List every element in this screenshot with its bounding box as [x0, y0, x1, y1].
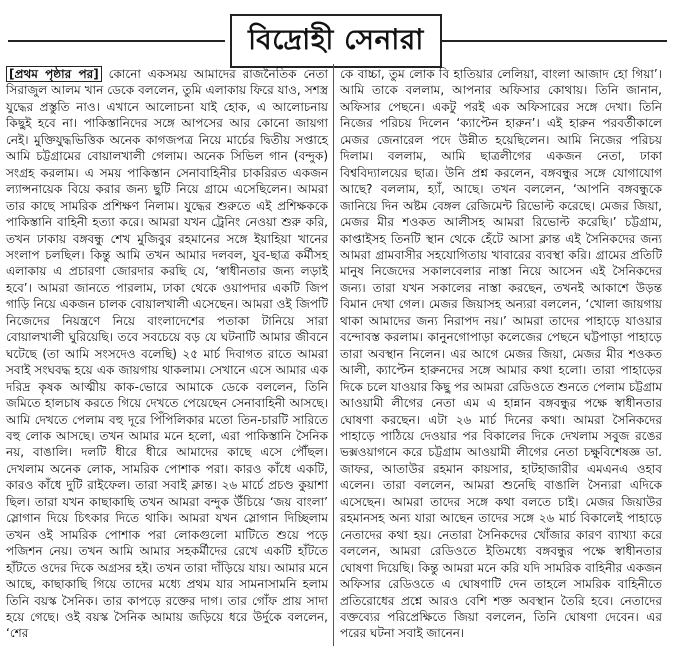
right-column-text: কে বাচ্চা, তুম লোক বি হাতিয়ার লেলিয়া, বাংলা আজাদ হো গিয়া’। আমি তাকে বললাম, আপনার অফিসার কোথায়। তিনি জানান, অফিসার পেছনে। একটু পরই এক অফিসারের সঙ্গে দেখা। তিনি নিজের পরিচয় দিলেন ‘ক্যাপ্টেন হারুন’। এই হারুন পরবর্তীকালে মেজর জেনারেল পদে উন্নীত হয়েছিলেন। আমি নিজের পরিচয় দিলাম। বললাম, আমি ছাত্রলীগের একজন নেতা, ঢাকা বিশ্ববিদ্যালয়ের ছাত্র। উনি প্রশ্ন করলেন, বঙ্গবন্ধুর সঙ্গে যোগাযোগ আছে? বললাম, হ্যাঁ, আছে। তখন বললেন, ‘আপনি বঙ্গবন্ধুকে জানিয়ে দিন অষ্টম বেঙ্গল রেজিমেন্ট রিভোল্ট করেছে। মেজর জিয়া, মেজর মীর শওকত আলীসহ আমরা রিভোল্ট করেছি।’ চট্টগ্রাম, কাপ্তাইসহ তিনটি স্থান থেকে হেঁটে আসা ক্লান্ত এই সৈনিকদের জন্য আমরা গ্রামবাসীর সহযোগিতায় খাবারের ব্যবস্থা করি। গ্রামের প্রতিটি মানুষ নিজেদের সকালবেলার নাস্তা নিয়ে আসেন এই সৈনিকদের জন্য। তারা যখন সকালের নাস্তা করছেন, তখনই আকাশে উড়ন্ত বিমান দেখা গেল। মেজর জিয়াসহ অন্যরা বললেন, ‘খোলা জায়গায় থাকা আমাদের জন্য নিরাপদ নয়।’ আমরা তাদের পাহাড়ে যাওয়ার বন্দোবস্ত করলাম। কানুনগোপাড়া কলেজের পেছনে ঘট্টপাড়া পাহাড়ে তারা অবস্থান নিলেন। এর আগে মেজর জিয়া, মেজর মীর শওকত আলী, ক্যাপ্টেন হারুনদের সঙ্গে আমার কথা হলো। তারা পাহাড়ের দিকে চলে যাওয়ার কিছু পর আমরা রেডিওতে শুনতে পেলাম চট্টগ্রাম আওয়ামী লীগের নেতা এম এ হান্নান বঙ্গবন্ধুর পক্ষে স্বাধীনতার ঘোষণা করছেন। এটা ২৬ মার্চ দিনের কথা। আমরা সৈনিকদের পাহাড়ে পাঠিয়ে দেওয়ার পর বিকালের দিকে দেখলাম সবুজ রঙের ভক্সওয়াগনে করে চট্টগ্রাম আওয়ামী লীগের নেতা চক্ষুবিশেষজ্ঞ ডা. জাফর, আতাউর রহমান কায়সার, হাটহাজারীর এমএনএ ওহাব এলেন। তারা বললেন, আমরা শুনেছি বাঙালি সৈন্যরা এদিকে এসেছেন। আমরা তাদের সঙ্গে কথা বলতে চাই। মেজর জিয়াউর রহমানসহ অন্য যারা আছেন তাদের সঙ্গে ২৬ মার্চ বিকালেই পাহাড়ে নেতাদের কথা হয়। নেতারা সৈনিকদের খোঁজার কারণ ব্যাখ্যা করে বললেন, আমরা রেডিওতে ইতিমধ্যে বঙ্গবন্ধুর পক্ষে স্বাধীনতার ঘোষণা দিয়েছি। কিন্তু আমরা মনে করি যদি সামরিক বাহিনীর একজন অফিসার রেডিওতে এ ঘোষণাটি দেন তাহলে সামরিক বাহিনীতে প্রতিরোধের প্রশ্নে আরও বেশি শক্ত অবস্থান তৈরি হবে। নেতাদের বক্তব্যের পরিপ্রেক্ষিতে জিয়া বললেন, তিনি ঘোষণা দেবেন। এর পরের ঘটনা সবাই জানেন। [340, 67, 662, 641]
column-divider [333, 64, 334, 646]
left-column-text: কোনো একসময় আমাদের রাজনৈতিক নেতা সিরাজুল আলম খান ডেকে বললেন, তুমি এলাকায় ফিরে যাও, সশস্ত্র যুদ্ধের প্রস্তুতি নাও। এখানে আলোচনা যাই হোক, এ আলোচনায় কিছুই হবে না। পাকিস্তানিদের সঙ্গে আপসের আর কোনো জায়গা নেই। মুক্তিযুদ্ধভিত্তিক অনেক কাগজপত্র নিয়ে মার্চের দ্বিতীয় সপ্তাহে আমি চট্টগ্রামের বোয়ালখালী গেলাম। অনেক সিভিল গান (বন্দুক) সংগ্রহ করলাম। এ সময় পাকিস্তান সেনাবাহিনীর চাকরিরত একজন ল্যান্সনায়েক বিয়ে করার জন্য ছুটি নিয়ে গ্রামে এসেছিলেন। আমরা তার কাছে সামরিক প্রশিক্ষণ নিলাম। যুদ্ধের শুরুতে এই প্রশিক্ষককে পাকিস্তানি বাহিনী হত্যা করে। আমরা যখন ট্রেনিং নেওয়া শুরু করি, তখন ঢাকায় বঙ্গবন্ধু শেখ মুজিবুর রহমানের সঙ্গে ইয়াহিয়া খানের সংলাপ চলছিল। কিন্তু আমি তখন আমার দলবল, যুব-ছাত্র কর্মীসহ এলাকায় এ প্রচারণা জোরদার করছি যে, ‘স্বাধীনতার জন্য লড়াই হবে’। আমরা জানতে পারলাম, ঢাকা থেকে ওয়াপদার একটি জিপ গাড়ি নিয়ে একজন চালক বোয়ালখালী এসেছেন। আমরা ওই জিপটি নিজেদের নিয়ন্ত্রণে নিয়ে বাংলাদেশের পতাকা টানিয়ে সারা বোয়ালখালী ঘুরিয়েছি। তবে সবচেয়ে বড় যে ঘটনাটি আমার জীবনে ঘটেছে (তা আমি সংসদেও বলেছি) ২৫ মার্চ দিবাগত রাতে আমরা সবাই সংঘবদ্ধ হয়ে এক জায়গায় থাকলাম। সেখানে এসে আমার এক দরিদ্র কৃষক আত্মীয় কাক-ভোরে আমাকে ডেকে বললেন, তিনি জমিতে হালচাষ করতে গিয়ে দেখতে পেয়েছেন সেনাবাহিনী আসছে। আমি দেখতে পেলাম বহু দূরে পিঁপিলিকার মতো তিন-চারটি সারিতে বহু লোক আসছে। তখন আমার মনে হলো, এরা পাকিস্তানি সৈনিক নয়, বাঙালি। দলটি ধীরে ধীরে আমাদের কাছে এসে পৌঁছল। দেখলাম অনেক লোক, সামরিক পোশাক পরা। কারও কাঁধে একটি, কারও কাঁধে দুটি রাইফেল। তারা সবাই ক্লান্ত। ২৬ মার্চে প্রচণ্ড কুয়াশা ছিল। তারা যখন কাছাকাছি তখন আমরা বন্দুক উঁচিয়ে ‘জয় বাংলা’ স্লোগান দিয়ে চিৎকার দিতে থাকি। আমরা যখন স্লোগান দিচ্ছিলাম তখন ওই সামরিক পোশাক পরা লোকগুলো মাটিতে শুয়ে পড়ে পজিশন নেয়। তখন আমি আমার সহকর্মীদের রেখে একটি হাঁটতে হাঁটতে ওদের দিকে অগ্রসর হই। তখন তারা দাঁড়িয়ে যায়। আমার মনে আছে, কাছাকাছি গিয়ে তাদের মধ্যে প্রথম যার সামনাসামনি হলাম তিনি বয়স্ক সৈনিক। তার কাপড়ে রক্তের দাগ। তার গোঁফ প্রায় সাদা হয়ে গেছে। ওই বয়স্ক সৈনিক আমায় জড়িয়ে ধরে উর্দুকে বললেন, ‘শের [6, 67, 328, 641]
headline-rule-right [440, 40, 667, 42]
article-column-right [340, 66, 662, 642]
continuation-kicker: [প্রথম পৃষ্ঠার পর] [6, 66, 102, 82]
article-column-left [6, 66, 328, 642]
headline-row [8, 14, 667, 70]
headline-rule-left [8, 40, 225, 42]
headline: বিদ্রোহী সেনারা [230, 14, 442, 68]
